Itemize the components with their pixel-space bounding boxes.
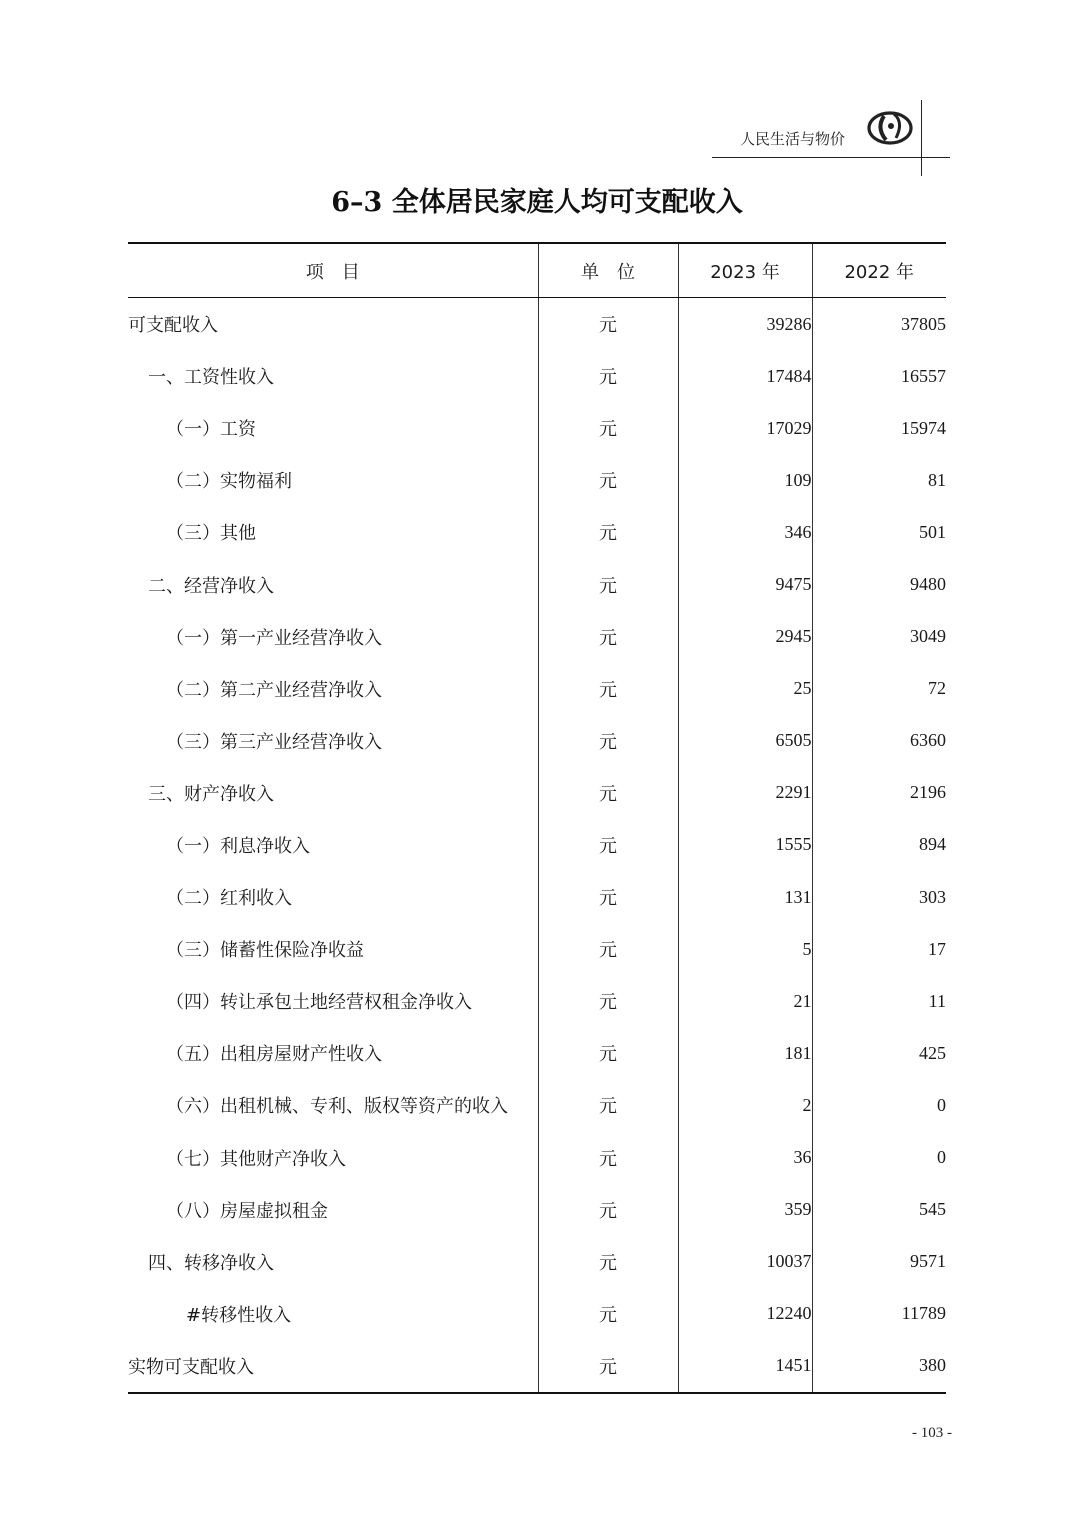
row-unit: 元 [538, 767, 678, 819]
row-value-2023: 346 [678, 506, 812, 558]
statistics-logo-icon [864, 104, 916, 148]
row-item-label: （三）其他 [166, 523, 256, 545]
row-value-2023: 17484 [678, 350, 812, 402]
row-unit: 元 [538, 350, 678, 402]
row-unit: 元 [538, 558, 678, 610]
row-value-2023: 1555 [678, 819, 812, 871]
row-unit: 元 [538, 975, 678, 1027]
row-unit: 元 [538, 1236, 678, 1288]
table-row [128, 1079, 946, 1131]
row-item-label: （七）其他财产净收入 [166, 1148, 346, 1170]
row-value-2023: 181 [678, 1027, 812, 1079]
table-row [128, 767, 946, 819]
table-row [128, 402, 946, 454]
row-item-label: （三）储蓄性保险净收益 [166, 940, 364, 962]
table-row [128, 1132, 946, 1184]
row-value-2023: 10037 [678, 1236, 812, 1288]
row-value-2022: 15974 [812, 402, 946, 454]
table-row [128, 1236, 946, 1288]
row-value-2023: 131 [678, 871, 812, 923]
row-value-2022: 11 [812, 975, 946, 1027]
column-header-unit: 单 位 [538, 243, 678, 298]
row-value-2022: 16557 [812, 350, 946, 402]
row-value-2023: 2 [678, 1079, 812, 1131]
row-value-2023: 6505 [678, 715, 812, 767]
table-row [128, 1184, 946, 1236]
row-value-2023: 359 [678, 1184, 812, 1236]
row-unit: 元 [538, 298, 678, 351]
row-item-label: #转移性收入 [186, 1304, 292, 1326]
row-item-label: （二）第二产业经营净收入 [166, 679, 382, 701]
row-value-2023: 17029 [678, 402, 812, 454]
row-item-label: （五）出租房屋财产性收入 [166, 1044, 382, 1066]
row-value-2023: 1451 [678, 1340, 812, 1393]
row-value-2023: 25 [678, 663, 812, 715]
table-row [128, 715, 946, 767]
row-item-label: （二）实物福利 [166, 471, 292, 493]
table-row [128, 1288, 946, 1340]
row-unit: 元 [538, 1340, 678, 1393]
row-value-2023: 5 [678, 923, 812, 975]
row-unit: 元 [538, 402, 678, 454]
row-unit: 元 [538, 454, 678, 506]
row-value-2022: 545 [812, 1184, 946, 1236]
row-item-label: 可支配收入 [128, 315, 218, 337]
row-unit: 元 [538, 611, 678, 663]
table-row [128, 454, 946, 506]
row-unit: 元 [538, 506, 678, 558]
column-header-item: 项 目 [128, 243, 538, 298]
row-value-2022: 9571 [812, 1236, 946, 1288]
row-item-label: 实物可支配收入 [128, 1356, 254, 1378]
row-unit: 元 [538, 923, 678, 975]
row-value-2022: 303 [812, 871, 946, 923]
page-number: - 103 - [912, 1425, 952, 1441]
row-item-label: （一）工资 [166, 419, 256, 441]
row-value-2022: 17 [812, 923, 946, 975]
row-item-label: （六）出租机械、专利、版权等资产的收入 [166, 1096, 508, 1118]
row-item-label: （一）第一产业经营净收入 [166, 627, 382, 649]
table-row [128, 611, 946, 663]
row-value-2022: 0 [812, 1079, 946, 1131]
row-value-2023: 9475 [678, 558, 812, 610]
row-unit: 元 [538, 1184, 678, 1236]
column-header-2022: 2022 年 [812, 243, 946, 298]
row-value-2023: 2291 [678, 767, 812, 819]
row-unit: 元 [538, 819, 678, 871]
page-title: 6–3 全体居民家庭人均可支配收入 [331, 187, 743, 218]
row-unit: 元 [538, 871, 678, 923]
row-item-label: （八）房屋虚拟租金 [166, 1200, 328, 1222]
table-row [128, 1340, 946, 1393]
row-value-2022: 81 [812, 454, 946, 506]
row-item-label: （二）红利收入 [166, 888, 292, 910]
table-row [128, 298, 946, 351]
row-value-2022: 9480 [812, 558, 946, 610]
row-item-label: 一、工资性收入 [148, 367, 274, 389]
row-item-label: 二、经营净收入 [148, 575, 274, 597]
row-item-label: （三）第三产业经营净收入 [166, 731, 382, 753]
table-row [128, 663, 946, 715]
table-row [128, 923, 946, 975]
row-unit: 元 [538, 1027, 678, 1079]
row-value-2022: 894 [812, 819, 946, 871]
table-row [128, 819, 946, 871]
row-item-label: （四）转让承包土地经营权租金净收入 [166, 992, 472, 1014]
table-row [128, 506, 946, 558]
row-value-2022: 72 [812, 663, 946, 715]
row-unit: 元 [538, 1079, 678, 1131]
income-table [128, 242, 946, 1394]
column-header-2023: 2023 年 [678, 243, 812, 298]
table-row [128, 1027, 946, 1079]
row-value-2022: 2196 [812, 767, 946, 819]
row-value-2022: 11789 [812, 1288, 946, 1340]
row-value-2023: 21 [678, 975, 812, 1027]
row-value-2022: 0 [812, 1132, 946, 1184]
row-unit: 元 [538, 1288, 678, 1340]
row-value-2022: 37805 [812, 298, 946, 351]
table-row [128, 871, 946, 923]
row-value-2022: 425 [812, 1027, 946, 1079]
table-row [128, 975, 946, 1027]
row-value-2022: 501 [812, 506, 946, 558]
row-value-2023: 2945 [678, 611, 812, 663]
row-value-2023: 109 [678, 454, 812, 506]
row-item-label: 三、财产净收入 [148, 783, 274, 805]
row-item-label: 四、转移净收入 [148, 1252, 274, 1274]
table-row [128, 558, 946, 610]
row-value-2023: 39286 [678, 298, 812, 351]
row-value-2023: 36 [678, 1132, 812, 1184]
table-row [128, 350, 946, 402]
row-item-label: （一）利息净收入 [166, 835, 310, 857]
row-value-2023: 12240 [678, 1288, 812, 1340]
row-unit: 元 [538, 715, 678, 767]
table-header-row [128, 243, 946, 298]
header-rule [712, 157, 950, 158]
row-value-2022: 3049 [812, 611, 946, 663]
section-header-label: 人民生活与物价 [740, 130, 846, 148]
header-vertical-rule [921, 100, 922, 176]
row-unit: 元 [538, 663, 678, 715]
row-unit: 元 [538, 1132, 678, 1184]
row-value-2022: 6360 [812, 715, 946, 767]
row-value-2022: 380 [812, 1340, 946, 1393]
